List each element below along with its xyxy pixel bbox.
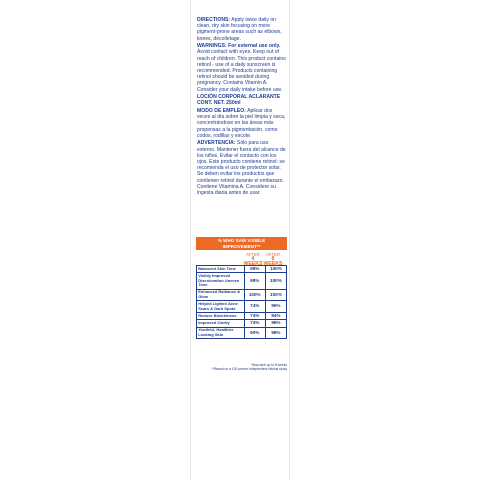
directions-heading: DIRECTIONS: bbox=[197, 17, 231, 23]
warnings-heading: WARNINGS: For external use only. bbox=[197, 43, 281, 50]
footnote-2: **Based on a 100 person independent clinical study bbox=[211, 367, 287, 372]
column-header-8-weeks: AFTER 8 WEEKS bbox=[263, 252, 283, 267]
directions-paragraph bbox=[197, 17, 287, 42]
label-panel bbox=[190, 0, 290, 480]
warnings-body: Avoid contact with eyes. Keep out of reach of children. This product contains retinol - use of a daily sunscreen is recommended. Products containing retinol should be avoided during pregnancy. Contains Vitamin A. Consider your daily intake before use. bbox=[197, 49, 286, 93]
row-label: Youthful, Healthier Looking Skin bbox=[197, 327, 245, 339]
table-row bbox=[197, 301, 287, 313]
table-row bbox=[197, 327, 287, 339]
value-4-weeks: 74% bbox=[244, 320, 265, 327]
spanish-directions-heading: MODO DE EMPLEO: bbox=[197, 108, 246, 115]
value-4-weeks: 74% bbox=[244, 313, 265, 320]
spanish-product-name: LOCIÓN CORPORAL ACLARANTE bbox=[197, 94, 281, 101]
value-4-weeks: 98% bbox=[244, 266, 265, 273]
directions-body: Apply twice daily on clean, dry skin focusing on more pigment-prone areas such as elbows, knees, décolletage. bbox=[197, 17, 282, 42]
value-8-weeks: 98% bbox=[265, 327, 286, 339]
results-table bbox=[196, 265, 287, 339]
spanish-warnings-paragraph bbox=[197, 140, 287, 196]
row-label: Enhanced Radiance & Glow bbox=[197, 289, 245, 301]
footnote-1: *May take up to 8 weeks bbox=[251, 363, 287, 367]
value-4-weeks: 98% bbox=[244, 273, 265, 289]
row-label: Helped Lighten Acne Scars & Dark Spots bbox=[197, 301, 245, 313]
spanish-directions-body: Aplicar dos veces al día sobre la piel limpia y seca, concentrándose en las áreas más propensas a la pigmentación, como codos, rodillas y escote. bbox=[197, 108, 286, 139]
footnotes bbox=[196, 363, 287, 372]
table-row bbox=[197, 320, 287, 327]
label-text bbox=[197, 17, 287, 198]
table-row bbox=[197, 266, 287, 273]
spanish-directions-paragraph bbox=[197, 108, 287, 139]
value-4-weeks: 74% bbox=[244, 301, 265, 313]
value-8-weeks: 100% bbox=[265, 289, 286, 301]
row-label: Visibly Improved Discoloration Uneven Tone bbox=[197, 273, 245, 289]
value-8-weeks: 96% bbox=[265, 320, 286, 327]
table-row bbox=[197, 313, 287, 320]
row-label: Reduce Blotchiness bbox=[197, 313, 245, 320]
value-8-weeks: 100% bbox=[265, 273, 286, 289]
banner-line-1: % WHO SAW VISIBLE bbox=[217, 237, 266, 243]
banner-line-2: IMPROVEMENT** bbox=[222, 243, 261, 249]
row-label: Improved Clarity bbox=[197, 320, 245, 327]
table-row bbox=[197, 273, 287, 289]
column-header-4-weeks: AFTER 4 WEEKS bbox=[243, 252, 263, 267]
row-label: Balanced Skin Tone bbox=[197, 266, 245, 273]
spanish-warnings-body: Sólo para uso externo. Mantener fuera del alcance de los niños. Evitar el contacto con los ojos. Este producto contiene retinol: se recomienda el uso de protector solar. Se deben evitar los productos que contienen retinol durante el embarazo. Contiene Vitamina A. Considere su ingesta diaria antes de usar. bbox=[197, 140, 286, 197]
value-8-weeks: 96% bbox=[265, 301, 286, 313]
value-4-weeks: 90% bbox=[244, 327, 265, 339]
results-banner bbox=[196, 237, 287, 250]
value-8-weeks: 94% bbox=[265, 313, 286, 320]
spanish-net-content: CONT. NET. 250ml bbox=[197, 100, 241, 107]
table-row bbox=[197, 289, 287, 301]
spanish-warnings-heading: ADVERTENCIA: bbox=[197, 140, 236, 147]
value-8-weeks: 100% bbox=[265, 266, 286, 273]
warnings-paragraph bbox=[197, 43, 287, 93]
value-4-weeks: 100% bbox=[244, 289, 265, 301]
